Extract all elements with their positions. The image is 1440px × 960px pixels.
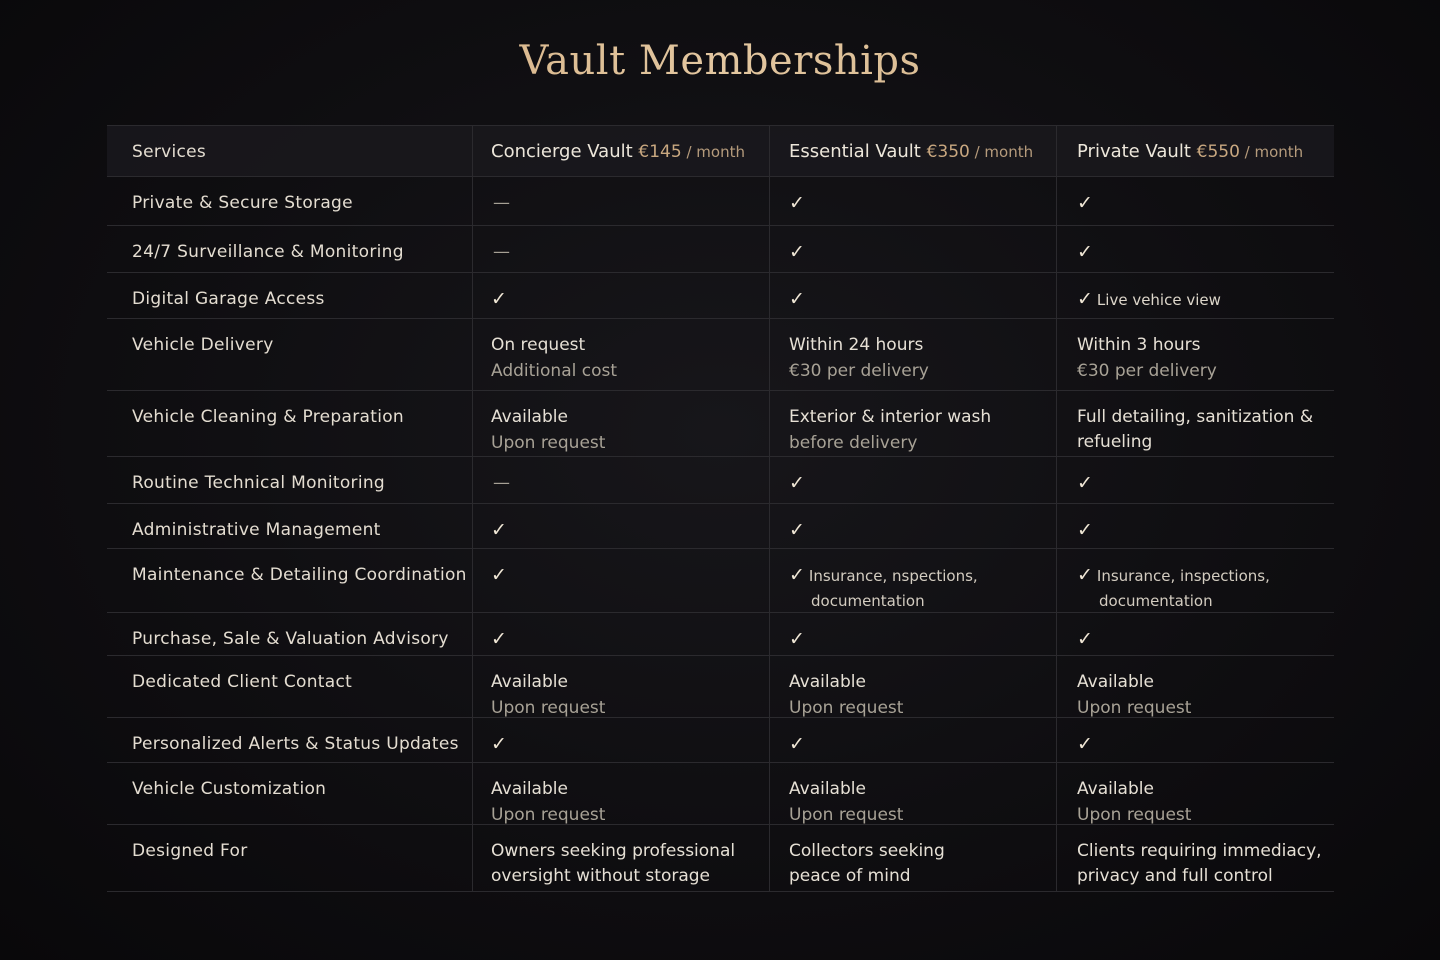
checkmark-icon: ✓ (789, 192, 805, 214)
service-label: 24/7 Surveillance & Monitoring (132, 242, 404, 262)
table-header-row (107, 126, 1334, 177)
plan-cell-essential (769, 549, 1056, 612)
plan-cell-private (1056, 319, 1334, 390)
cell-primary-text: Within 24 hours (789, 335, 924, 355)
plan-header-essential (769, 126, 1056, 176)
checkmark-icon: ✓ (789, 472, 805, 494)
cell-secondary-text: Upon request (491, 698, 606, 717)
plan-cell-private (1056, 718, 1334, 762)
cell-secondary-text: Upon request (491, 433, 606, 453)
not-included-dash-icon: — (493, 193, 510, 213)
checkmark-icon: ✓ (491, 733, 507, 755)
cell-primary-text: Available (789, 672, 866, 692)
table-row (107, 391, 1334, 457)
checkmark-icon: ✓ (789, 628, 805, 650)
service-label: Administrative Management (132, 520, 381, 540)
service-label: Maintenance & Detailing Coordination (132, 565, 467, 585)
plan-cell-concierge (472, 504, 769, 548)
table-row (107, 226, 1334, 273)
plan-cell-concierge (472, 273, 769, 318)
service-cell (107, 319, 472, 390)
checkmark-icon: ✓ (789, 564, 805, 586)
service-cell (107, 177, 472, 225)
plan-cell-private (1056, 656, 1334, 717)
checkmark-icon: ✓ (1077, 564, 1093, 586)
table-row (107, 273, 1334, 319)
service-cell (107, 718, 472, 762)
checkmark-icon: ✓ (1077, 733, 1093, 755)
service-label: Routine Technical Monitoring (132, 473, 386, 493)
membership-comparison-table (107, 125, 1334, 892)
cell-secondary-text: Additional cost (491, 361, 618, 381)
cell-primary-text: Exterior & interior wash (789, 407, 992, 427)
checkmark-icon: ✓ (491, 288, 507, 310)
cell-primary-text: Available (491, 779, 568, 799)
checkmark-icon: ✓ (789, 288, 805, 310)
plan-cell-concierge (472, 613, 769, 655)
plan-price: €550 (1196, 142, 1240, 162)
plan-cell-essential (769, 718, 1056, 762)
plan-cell-essential (769, 825, 1056, 891)
cell-primary-text: Collectors seeking (789, 841, 945, 861)
cell-primary-text: Full detailing, sanitization & (1077, 407, 1314, 427)
cell-secondary-text: Upon request (789, 805, 904, 824)
service-label: Dedicated Client Contact (132, 672, 353, 692)
plan-cell-essential (769, 177, 1056, 225)
plan-price: €350 (926, 142, 970, 162)
cell-secondary-text: Upon request (1077, 805, 1192, 824)
table-row (107, 656, 1334, 718)
cell-secondary-text: privacy and full control (1077, 866, 1273, 886)
plan-header-concierge (472, 126, 769, 176)
cell-primary-text: Available (789, 779, 866, 799)
cell-primary-text: Available (491, 672, 568, 692)
cell-primary-text: On request (491, 335, 586, 355)
feature-note-continued: documentation (1099, 592, 1213, 610)
cell-secondary-text: Upon request (789, 698, 904, 717)
plan-cell-essential (769, 273, 1056, 318)
service-cell (107, 226, 472, 272)
cell-secondary-text: €30 per delivery (1077, 361, 1217, 381)
service-label: Digital Garage Access (132, 289, 325, 309)
service-label: Private & Secure Storage (132, 193, 353, 213)
service-cell (107, 825, 472, 891)
plan-cell-essential (769, 319, 1056, 390)
plan-cell-private (1056, 457, 1334, 503)
plan-cell-private (1056, 273, 1334, 318)
table-row (107, 718, 1334, 763)
checkmark-icon: ✓ (491, 628, 507, 650)
plan-period: / month (681, 143, 745, 161)
plan-price: €145 (638, 142, 682, 162)
plan-cell-concierge (472, 825, 769, 891)
feature-note-continued: documentation (811, 592, 925, 610)
cell-secondary-text: before delivery (789, 433, 918, 453)
service-label: Personalized Alerts & Status Updates (132, 734, 459, 754)
checkmark-icon: ✓ (789, 519, 805, 541)
checkmark-icon: ✓ (789, 241, 805, 263)
plan-name: Private Vault (1077, 141, 1191, 162)
not-included-dash-icon: — (493, 473, 510, 493)
plan-cell-private (1056, 226, 1334, 272)
service-cell (107, 549, 472, 612)
service-cell (107, 273, 472, 318)
plan-cell-concierge (472, 319, 769, 390)
table-row (107, 457, 1334, 504)
plan-cell-essential (769, 504, 1056, 548)
plan-cell-concierge (472, 656, 769, 717)
plan-cell-private (1056, 549, 1334, 612)
service-label: Designed For (132, 841, 248, 861)
checkmark-icon: ✓ (491, 519, 507, 541)
cell-secondary-text: Upon request (1077, 698, 1192, 717)
checkmark-icon: ✓ (1077, 628, 1093, 650)
plan-name: Essential Vault (789, 141, 921, 162)
plan-cell-private (1056, 825, 1334, 891)
service-cell (107, 763, 472, 824)
plan-cell-private (1056, 391, 1334, 456)
checkmark-icon: ✓ (1077, 472, 1093, 494)
service-cell (107, 391, 472, 456)
page-title: Vault Memberships (0, 38, 1440, 84)
plan-header-private (1056, 126, 1334, 176)
cell-secondary-text: refueling (1077, 432, 1153, 452)
cell-secondary-text: Upon request (491, 805, 606, 824)
plan-cell-concierge (472, 457, 769, 503)
feature-note: Live vehice view (1096, 291, 1221, 309)
plan-cell-concierge (472, 391, 769, 456)
service-cell (107, 613, 472, 655)
plan-cell-essential (769, 457, 1056, 503)
cell-primary-text: Within 3 hours (1077, 335, 1201, 355)
checkmark-icon: ✓ (1077, 519, 1093, 541)
plan-cell-essential (769, 391, 1056, 456)
service-label: Vehicle Customization (132, 779, 327, 799)
checkmark-icon: ✓ (1077, 192, 1093, 214)
cell-secondary-text: €30 per delivery (789, 361, 929, 381)
plan-cell-concierge (472, 763, 769, 824)
feature-note: Insurance, nspections, (808, 567, 978, 585)
plan-cell-concierge (472, 549, 769, 612)
plan-cell-concierge (472, 718, 769, 762)
cell-primary-text: Owners seeking professional (491, 841, 736, 861)
plan-cell-private (1056, 504, 1334, 548)
cell-primary-text: Available (491, 407, 568, 427)
table-row (107, 763, 1334, 825)
service-label: Vehicle Delivery (132, 335, 274, 355)
plan-cell-essential (769, 226, 1056, 272)
cell-secondary-text: peace of mind (789, 866, 911, 886)
checkmark-icon: ✓ (1077, 288, 1093, 310)
table-row (107, 177, 1334, 226)
plan-cell-private (1056, 763, 1334, 824)
cell-primary-text: Clients requiring immediacy, (1077, 841, 1322, 861)
plan-name: Concierge Vault (491, 141, 633, 162)
table-row (107, 319, 1334, 391)
not-included-dash-icon: — (493, 242, 510, 262)
plan-cell-concierge (472, 226, 769, 272)
service-label: Purchase, Sale & Valuation Advisory (132, 629, 449, 649)
services-header-label: Services (132, 142, 207, 162)
table-row (107, 825, 1334, 892)
plan-cell-private (1056, 613, 1334, 655)
plan-period: / month (1239, 143, 1304, 161)
plan-cell-essential (769, 613, 1056, 655)
plan-cell-essential (769, 656, 1056, 717)
plan-cell-concierge (472, 177, 769, 225)
service-cell (107, 656, 472, 717)
service-cell (107, 457, 472, 503)
cell-primary-text: Available (1077, 672, 1154, 692)
cell-primary-text: Available (1077, 779, 1154, 799)
plan-cell-private (1056, 177, 1334, 225)
plan-cell-essential (769, 763, 1056, 824)
table-row (107, 549, 1334, 613)
service-cell (107, 504, 472, 548)
checkmark-icon: ✓ (1077, 241, 1093, 263)
plan-period: / month (969, 143, 1034, 161)
checkmark-icon: ✓ (491, 564, 507, 586)
cell-secondary-text: oversight without storage (491, 866, 711, 886)
services-column-header (107, 126, 472, 176)
feature-note: Insurance, inspections, (1096, 567, 1270, 585)
checkmark-icon: ✓ (789, 733, 805, 755)
table-row (107, 504, 1334, 549)
service-label: Vehicle Cleaning & Preparation (132, 407, 405, 427)
table-row (107, 613, 1334, 656)
